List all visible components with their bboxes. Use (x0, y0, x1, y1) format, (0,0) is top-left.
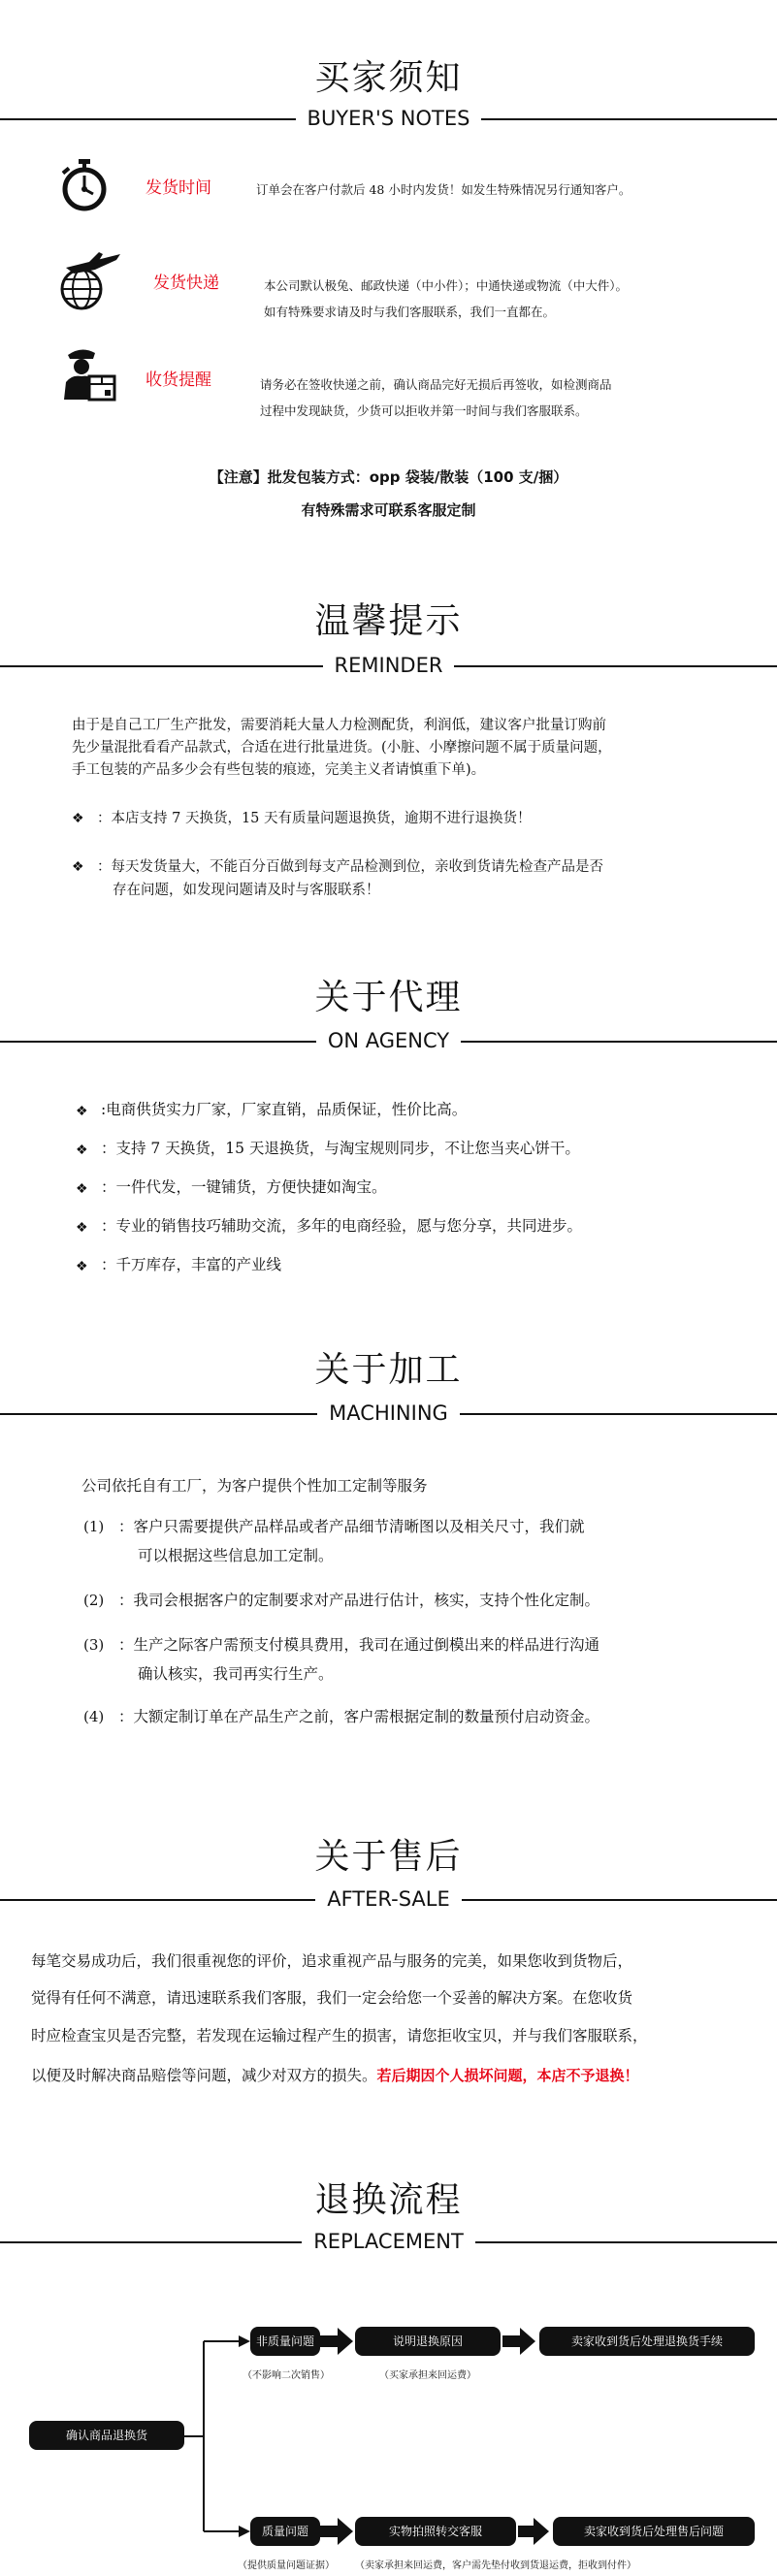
flow-quality-box: 质量问题 (250, 2517, 320, 2546)
flow-process-aftersale-box: 卖家收到货后处理售后问题 (553, 2517, 755, 2546)
machining-item-1b: 可以根据这些信息加工定制。 (138, 1547, 334, 1564)
receipt-text-1: 请务必在签收快递之前，确认商品完好无损后再签收，如检测商品 (260, 377, 612, 392)
agency-item-4: ：专业的销售技巧辅助交流，多年的电商经验，愿与您分享，共同进步。 (101, 1217, 583, 1235)
agency-item-1: :电商供货实力厂家，厂家直销，品质保证，性价比高。 (101, 1101, 468, 1118)
bullet-icon: ❖ (76, 1104, 88, 1119)
reminder-para-1: 由于是自己工厂生产批发，需要消耗大量人力检测配货，利润低，建议客户批量订购前 (72, 718, 606, 733)
aftersale-last-line (31, 2066, 639, 2085)
ship-time-label: 发货时间 (146, 178, 211, 198)
agency-item-2: ：支持 7 天换货，15 天退换货，与淘宝规则同步，不让您当夹心饼干。 (101, 1140, 580, 1157)
replacement-subtitle-row (0, 2227, 777, 2256)
agency-item-5: ：千万库存，丰富的产业线 (101, 1256, 282, 1273)
flow-start-box: 确认商品退换货 (29, 2421, 184, 2450)
flow-quality-note: （提供质量问题证据） (238, 2560, 335, 2571)
machining-item-4a: ：大额定制订单在产品生产之前，客户需根据定制的数量预付启动资金。 (118, 1708, 600, 1725)
aftersale-line-1: 每笔交易成功后，我们很重视您的评价，追求重视产品与服务的完美，如果您收到货物后， (31, 1952, 633, 1970)
machining-num-4: (4) (83, 1708, 105, 1725)
machining-item-3a: ：生产之际客户需预支付模具费用，我司在通过倒模出来的样品进行沟通 (118, 1636, 600, 1654)
machining-item-3b: 确认核实，我司再实行生产。 (138, 1665, 334, 1683)
flow-non-quality-note: （不影响二次销售） (243, 2370, 330, 2381)
bullet-icon: ❖ (76, 1181, 88, 1197)
flow-photo-note: （卖家承担来回运费，客户需先垫付收到货退运费，拒收到付件） (355, 2560, 636, 2571)
machining-num-3: (3) (83, 1636, 105, 1654)
reminder-subtitle: REMINDER (323, 654, 455, 677)
buyer-notes-title: 买家须知 (314, 58, 463, 98)
machining-item-1a: ：客户只需要提供产品样品或者产品细节清晰图以及相关尺寸，我们就 (118, 1518, 585, 1535)
flow-non-quality-box: 非质量问题 (250, 2327, 320, 2356)
machining-subtitle-row (0, 1399, 777, 1428)
flow-process-return-box: 卖家收到货后处理退换货手续 (539, 2327, 755, 2356)
aftersale-subtitle: AFTER-SALE (315, 1887, 462, 1911)
reminder-para-2: 先少量混批看看产品款式，合适在进行批量进货。(小脏、小摩擦问题不属于质量问题， (72, 740, 612, 756)
buyer-notes-subtitle-row (0, 104, 777, 133)
machining-num-2: (2) (83, 1592, 105, 1609)
aftersale-title: 关于售后 (314, 1837, 463, 1877)
custom-note: 有特殊需求可联系客服定制 (301, 501, 476, 519)
flow-reason-box: 说明退换原因 (355, 2327, 501, 2356)
aftersale-warning: 若后期因个人损坏问题，本店不予退换！ (376, 2067, 639, 2084)
ship-time-text: 订单会在客户付款后 48 小时内发货！如发生特殊情况另行通知客户。 (256, 182, 631, 197)
reminder-title: 温馨提示 (314, 601, 463, 641)
receipt-label: 收货提醒 (146, 370, 211, 390)
aftersale-line-3: 时应检查宝贝是否完整，若发现在运输过程产生的损害，请您拒收宝贝，并与我们客服联系， (31, 2027, 648, 2045)
globe-plane-icon (56, 250, 122, 314)
bullet-icon: ❖ (72, 859, 84, 875)
machining-num-1: (1) (83, 1518, 105, 1535)
express-text-1: 本公司默认极兔、邮政快递（中小件）；中通快递或物流（中大件）。 (264, 278, 629, 293)
agency-subtitle: ON AGENCY (316, 1029, 461, 1052)
reminder-bullet-2b: 存在问题，如发现问题请及时与客服联系！ (113, 883, 380, 898)
packaging-note: 【注意】批发包装方式：opp 袋装/散装（100 支/捆） (209, 468, 568, 486)
flow-reason-note: （买家承担来回运费） (379, 2370, 476, 2381)
agency-subtitle-row (0, 1026, 777, 1055)
bullet-icon: ❖ (72, 811, 84, 826)
aftersale-line-2: 觉得有任何不满意，请迅速联系我们客服，我们一定会给您一个妥善的解决方案。在您收货 (31, 1989, 633, 2007)
buyer-notes-subtitle: BUYER'S NOTES (296, 107, 482, 130)
aftersale-last-text: 以便及时解决商品赔偿等问题，减少对双方的损失。 (31, 2067, 377, 2084)
bullet-icon: ❖ (76, 1220, 88, 1236)
bullet-icon: ❖ (76, 1143, 88, 1158)
stopwatch-icon (60, 157, 109, 211)
express-label: 发货快递 (153, 274, 219, 293)
agency-item-3: ：一件代发，一键铺货，方便快捷如淘宝。 (101, 1178, 387, 1196)
flow-photo-box: 实物拍照转交客服 (355, 2517, 516, 2546)
replacement-title: 退换流程 (314, 2180, 463, 2220)
reminder-para-3: 手工包装的产品多少会有些包装的痕迹，完美主义者请慎重下单)。 (72, 762, 486, 778)
receipt-text-2: 过程中发现缺货，少货可以拒收并第一时间与我们客服联系。 (260, 403, 588, 418)
reminder-bullet-1: ：本店支持 7 天换货，15 天有质量问题退换货，逾期不进行退换货！ (97, 811, 532, 826)
reminder-bullet-2a: ：每天发货量大，不能百分百做到每支产品检测到位，亲收到货请先检查产品是否 (97, 859, 603, 875)
agency-title: 关于代理 (314, 978, 463, 1017)
aftersale-subtitle-row (0, 1884, 777, 1914)
machining-title: 关于加工 (314, 1350, 463, 1390)
courier-box-icon (62, 345, 122, 402)
reminder-subtitle-row (0, 651, 777, 680)
machining-item-2a: ：我司会根据客户的定制要求对产品进行估计，核实，支持个性化定制。 (118, 1592, 600, 1609)
machining-intro: 公司依托自有工厂，为客户提供个性加工定制等服务 (81, 1477, 428, 1495)
replacement-subtitle: REPLACEMENT (302, 2230, 475, 2253)
machining-subtitle: MACHINING (317, 1401, 460, 1425)
express-text-2: 如有特殊要求请及时与我们客服联系，我们一直都在。 (264, 305, 556, 319)
bullet-icon: ❖ (76, 1259, 88, 1274)
